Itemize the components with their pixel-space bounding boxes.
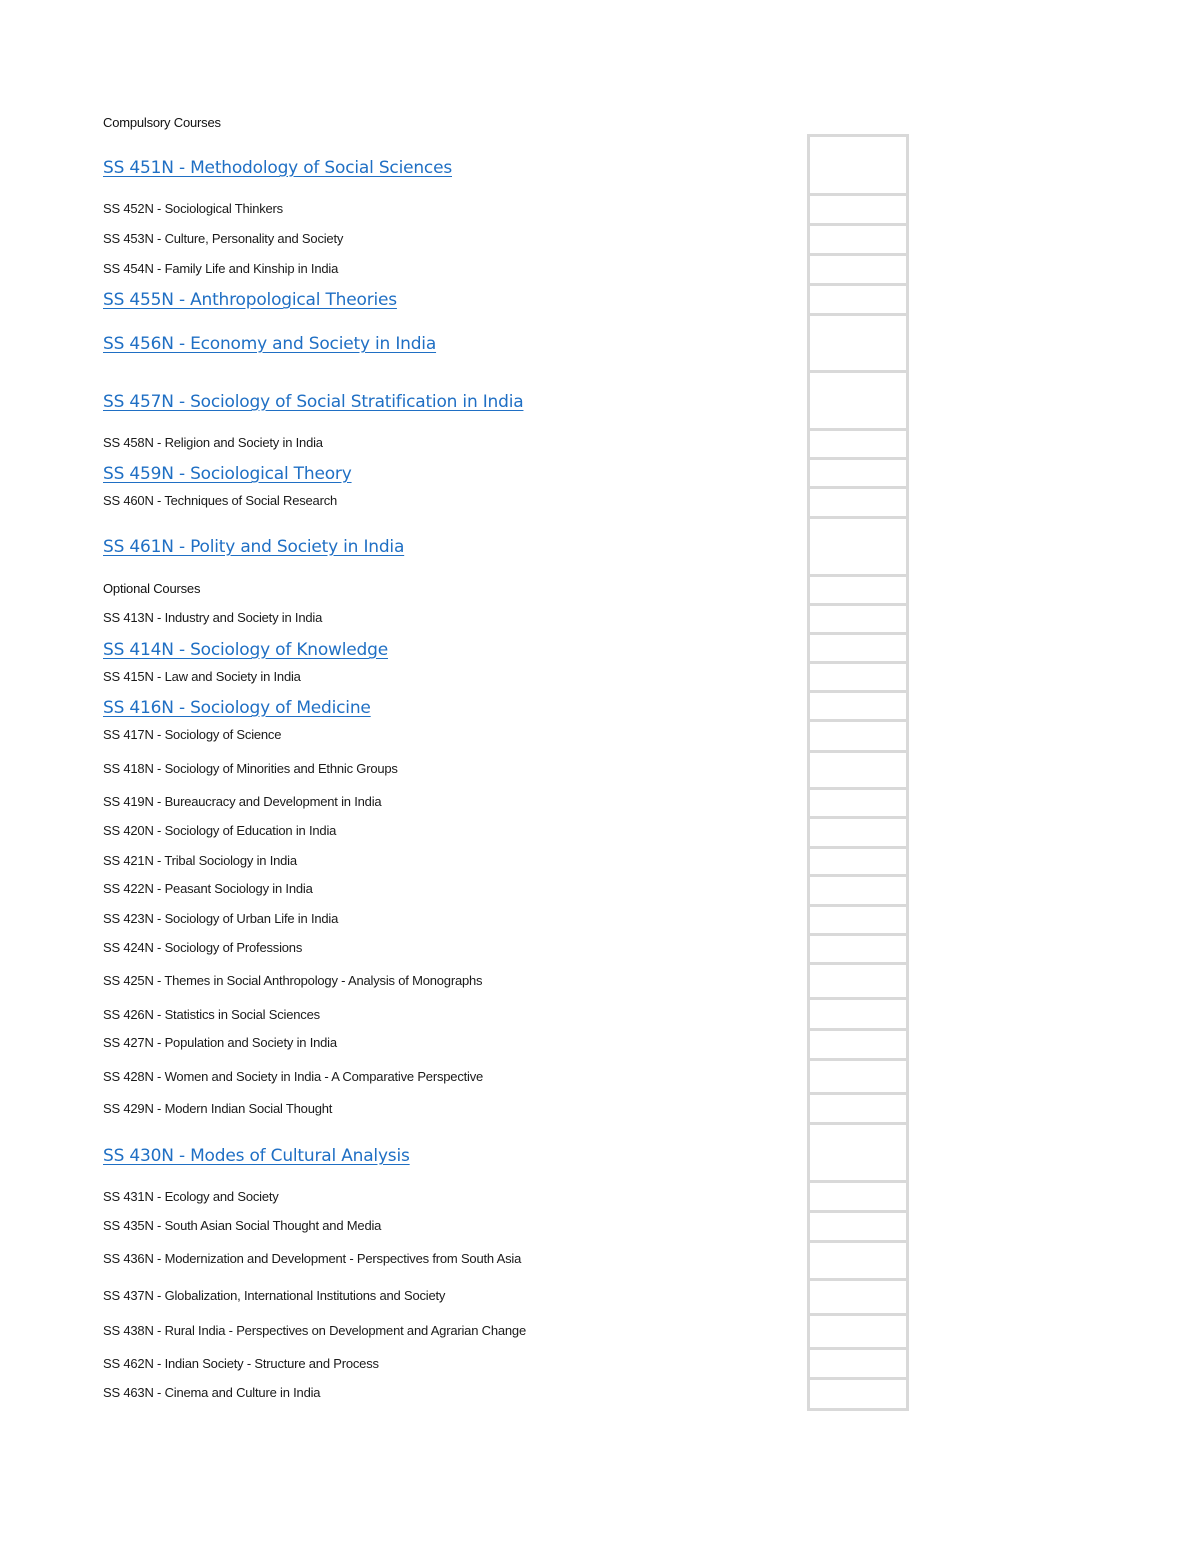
course-link[interactable]: SS 416N - Sociology of Medicine — [103, 698, 371, 718]
grid-divider — [807, 690, 909, 693]
course-item: SS 424N - Sociology of Professions — [103, 940, 303, 955]
grid-divider — [807, 1210, 909, 1213]
grid-divider — [807, 632, 909, 635]
course-link[interactable]: SS 459N - Sociological Theory — [103, 464, 352, 484]
course-link[interactable]: SS 451N - Methodology of Social Sciences — [103, 158, 452, 178]
course-item: SS 419N - Bureaucracy and Development in India — [103, 794, 382, 809]
grid-divider — [807, 1240, 909, 1243]
course-item: SS 435N - South Asian Social Thought and Media — [103, 1218, 382, 1233]
grid-divider — [807, 1180, 909, 1183]
grid-divider — [807, 787, 909, 790]
course-item: SS 431N - Ecology and Society — [103, 1189, 279, 1204]
grid-divider — [807, 816, 909, 819]
course-link[interactable]: SS 456N - Economy and Society in India — [103, 334, 437, 354]
course-link[interactable]: SS 430N - Modes of Cultural Analysis — [103, 1146, 410, 1166]
grid-divider — [807, 750, 909, 753]
course-item: SS 458N - Religion and Society in India — [103, 435, 323, 450]
course-item: SS 452N - Sociological Thinkers — [103, 201, 283, 216]
course-item: SS 463N - Cinema and Culture in India — [103, 1385, 321, 1400]
course-item: SS 423N - Sociology of Urban Life in India — [103, 911, 339, 926]
course-item: SS 460N - Techniques of Social Research — [103, 493, 338, 508]
grid-divider — [807, 370, 909, 373]
course-item: SS 462N - Indian Society - Structure and Process — [103, 1356, 379, 1371]
course-item: SS 415N - Law and Society in India — [103, 669, 301, 684]
grid-divider — [807, 661, 909, 664]
grid-divider — [807, 603, 909, 606]
course-item: SS 438N - Rural India - Perspectives on Development and Agrarian Change — [103, 1323, 526, 1338]
section-heading: Optional Courses — [103, 581, 201, 596]
grid-divider — [807, 1278, 909, 1281]
course-item: SS 417N - Sociology of Science — [103, 727, 282, 742]
course-item: SS 454N - Family Life and Kinship in India — [103, 261, 339, 276]
course-item: SS 413N - Industry and Society in India — [103, 610, 323, 625]
grid-divider — [807, 1313, 909, 1316]
grid-divider — [807, 516, 909, 519]
checkbox-column — [807, 134, 909, 1411]
grid-divider — [807, 223, 909, 226]
grid-divider — [807, 428, 909, 431]
course-item: SS 427N - Population and Society in India — [103, 1035, 337, 1050]
grid-divider — [807, 719, 909, 722]
course-item: SS 428N - Women and Society in India - A Comparative Perspective — [103, 1069, 484, 1084]
course-link[interactable]: SS 461N - Polity and Society in India — [103, 537, 405, 557]
grid-divider — [807, 904, 909, 907]
course-item: SS 418N - Sociology of Minorities and Ethnic Groups — [103, 761, 398, 776]
grid-divider — [807, 283, 909, 286]
course-link[interactable]: SS 414N - Sociology of Knowledge — [103, 640, 388, 660]
grid-divider — [807, 933, 909, 936]
grid-divider — [807, 1092, 909, 1095]
grid-divider — [807, 313, 909, 316]
grid-divider — [807, 1377, 909, 1380]
course-item: SS 436N - Modernization and Development - Perspectives from South Asia — [103, 1251, 522, 1266]
grid-divider — [807, 193, 909, 196]
grid-divider — [807, 846, 909, 849]
grid-divider — [807, 574, 909, 577]
section-heading: Compulsory Courses — [103, 115, 221, 130]
course-item: SS 421N - Tribal Sociology in India — [103, 853, 297, 868]
grid-divider — [807, 1058, 909, 1061]
course-item: SS 453N - Culture, Personality and Society — [103, 231, 344, 246]
grid-divider — [807, 1028, 909, 1031]
grid-divider — [807, 457, 909, 460]
grid-divider — [807, 1122, 909, 1125]
course-link[interactable]: SS 457N - Sociology of Social Stratification in India — [103, 392, 524, 412]
course-item: SS 425N - Themes in Social Anthropology - Analysis of Monographs — [103, 973, 483, 988]
grid-divider — [807, 486, 909, 489]
course-item: SS 420N - Sociology of Education in India — [103, 823, 337, 838]
course-link[interactable]: SS 455N - Anthropological Theories — [103, 290, 397, 310]
grid-divider — [807, 962, 909, 965]
grid-divider — [807, 1347, 909, 1350]
grid-divider — [807, 997, 909, 1000]
course-item: SS 429N - Modern Indian Social Thought — [103, 1101, 333, 1116]
course-item: SS 426N - Statistics in Social Sciences — [103, 1007, 320, 1022]
course-item: SS 422N - Peasant Sociology in India — [103, 881, 313, 896]
grid-divider — [807, 253, 909, 256]
course-item: SS 437N - Globalization, International Institutions and Society — [103, 1288, 446, 1303]
grid-divider — [807, 874, 909, 877]
